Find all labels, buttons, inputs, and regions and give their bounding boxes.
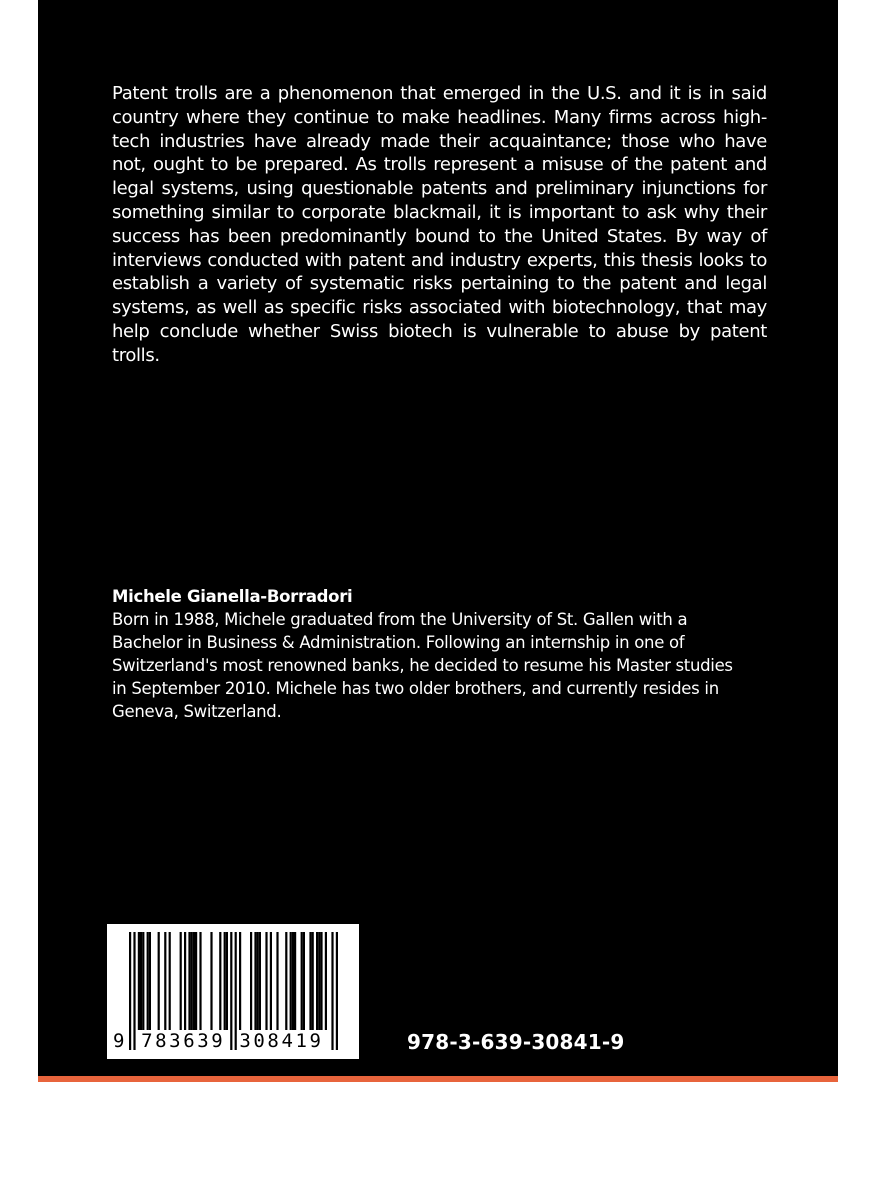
barcode-bar — [290, 932, 292, 1030]
barcode-bar — [191, 932, 193, 1030]
barcode-bar — [193, 932, 195, 1030]
barcode-bar — [276, 932, 278, 1030]
barcode-bar — [294, 932, 296, 1030]
barcode-bar — [259, 932, 261, 1030]
author-name: Michele Gianella-Borradori — [112, 587, 353, 606]
barcode-bar — [224, 932, 226, 1030]
barcode-bar — [210, 932, 212, 1030]
barcode-bar — [301, 932, 303, 1030]
barcode-bar — [270, 932, 272, 1030]
accent-band — [38, 1076, 838, 1082]
author-block — [112, 585, 772, 723]
barcode-bar — [312, 932, 314, 1030]
barcode-bar — [316, 932, 318, 1030]
barcode-bar — [180, 932, 182, 1030]
barcode-bar — [309, 932, 311, 1030]
barcode — [107, 924, 359, 1059]
barcode-bar — [158, 932, 160, 1030]
barcode-bar — [257, 932, 259, 1030]
author-bio: Born in 1988, Michele graduated from the University of St. Gallen with a Bachelor in Business & Administration. Following an internship in one of Switzerland's most renowned banks, he decided to resume his Master studies in September 2010. Michele has two older brothers, and currently resides in Geneva, Switzerland. — [112, 610, 733, 721]
barcode-bar — [239, 932, 241, 1030]
barcode-bar — [325, 932, 327, 1030]
barcode-bar — [318, 932, 320, 1030]
barcode-bar — [164, 932, 166, 1030]
barcode-bar — [188, 932, 190, 1030]
barcode-bar — [184, 932, 186, 1030]
barcode-bar — [254, 932, 256, 1030]
barcode-bar — [219, 932, 221, 1030]
barcode-bar — [138, 932, 140, 1030]
barcode-bar — [149, 932, 151, 1030]
barcode-bar — [250, 932, 252, 1030]
barcode-bar — [147, 932, 149, 1030]
barcode-bar — [303, 932, 305, 1030]
barcode-digits: 9 783639 308419 — [113, 1030, 324, 1052]
barcode-bar — [140, 932, 142, 1030]
barcode-bar — [265, 932, 267, 1030]
barcode-bar — [169, 932, 171, 1030]
blurb-text: Patent trolls are a phenomenon that emerged in the U.S. and it is in said country where they continue to make headlines. Many firms across high-tech industries have already made their acquaintance; those who have not, ought to be prepared. As trolls represent a misuse of the patent and legal systems, using questionable patents and preliminary injunctions for something similar to corporate blackmail, it is important to ask why their success has been predominantly bound to the United States. By way of interviews conducted with patent and industry experts, this thesis looks to establish a variety of systematic risks pertaining to the patent and legal systems, as well as specific risks associated with biotechnology, that may help conclude whether Swiss biotech is vulnerable to abuse by patent trolls. — [112, 83, 767, 366]
barcode-bar — [285, 932, 287, 1030]
barcode-bar — [292, 932, 294, 1030]
isbn-number: 978-3-639-30841-9 — [407, 1030, 625, 1054]
barcode-bar — [142, 932, 144, 1030]
barcode-bar — [199, 932, 201, 1030]
barcode-bar — [226, 932, 228, 1030]
barcode-bar — [195, 932, 197, 1030]
barcode-bar — [320, 932, 322, 1030]
